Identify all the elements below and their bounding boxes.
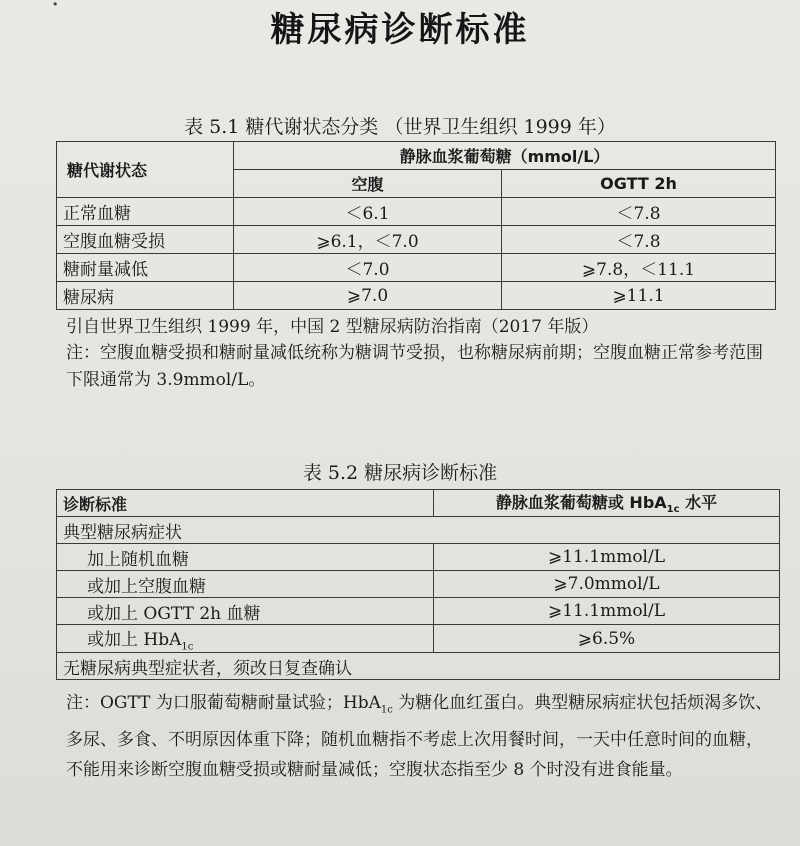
hba-label: 或加上 HbA [87, 630, 182, 650]
header-level-text: 静脉血浆葡萄糖或 HbA [495, 493, 667, 513]
corner-mark: · [52, 0, 59, 15]
table-row [57, 571, 780, 598]
fasting-cell: ⩾6.1，＜7.0 [234, 226, 502, 254]
header-level [434, 490, 780, 517]
table-row [57, 254, 776, 282]
fasting-cell: ＜7.0 [234, 254, 502, 282]
ogtt-cell: ⩾11.1 [502, 282, 776, 310]
header-fasting: 空腹 [234, 170, 502, 198]
table1-source: 引自世界卫生组织 1999 年，中国 2 型糖尿病防治指南（2017 年版） [66, 317, 599, 337]
page-title: 糖尿病诊断标准 [270, 10, 530, 50]
typical-symptoms-row: 典型糖尿病症状 [57, 517, 780, 544]
table2-note-rest: 为糖化血红蛋白。典型糖尿病症状包括烦渴多饮、多尿、多食、不明原因体重下降；随机血糖指不考虑上次用餐时间，一天中任意时间的血糖，不能用来诊断空腹血糖受损或糖耐量减低；空腹状态指至少 8 个时没有进食能量。 [66, 693, 773, 781]
diagnosis-criteria-table [56, 489, 780, 680]
level-cell: ⩾7.0mmol/L [434, 571, 780, 598]
table1-note: 注：空腹血糖受损和糖耐量减低统称为糖调节受损，也称糖尿病前期；空腹血糖正常参考范围下限通常为 3.9mmol/L。 [66, 343, 763, 390]
criteria-cell: 或加上空腹血糖 [57, 571, 434, 598]
table2-note-sub: 1c [380, 704, 393, 716]
fasting-cell: ⩾7.0 [234, 282, 502, 310]
state-cell: 糖尿病 [57, 282, 234, 310]
criteria-cell: 加上随机血糖 [57, 544, 434, 571]
table2-caption: 表 5.2 糖尿病诊断标准 [302, 462, 498, 484]
table2-note-text: 注：OGTT 为口服葡萄糖耐量试验；HbA [66, 693, 381, 713]
table-row [57, 198, 776, 226]
table-row [57, 544, 780, 571]
ogtt-cell: ＜7.8 [502, 226, 776, 254]
criteria-cell: 或加上 OGTT 2h 血糖 [57, 598, 434, 625]
level-cell: ⩾11.1mmol/L [434, 598, 780, 625]
header-state: 糖代谢状态 [57, 142, 234, 198]
criteria-cell [57, 625, 434, 653]
table-row [57, 282, 776, 310]
no-symptom-row: 无糖尿病典型症状者，须改日复查确认 [57, 653, 780, 680]
table-row [57, 598, 780, 625]
state-cell: 空腹血糖受损 [57, 226, 234, 254]
header-venous-glucose: 静脉血浆葡萄糖（mmol/L） [234, 142, 776, 170]
table-row [57, 625, 780, 653]
table1-caption: 表 5.1 糖代谢状态分类 （世界卫生组织 1999 年） [184, 116, 616, 138]
ogtt-cell: ⩾7.8，＜11.1 [502, 254, 776, 282]
table2-note [66, 688, 778, 785]
state-cell: 糖耐量减低 [57, 254, 234, 282]
table-row [57, 226, 776, 254]
level-cell: ⩾6.5% [434, 625, 780, 653]
hba-label-sub: 1c [181, 641, 194, 653]
header-criteria: 诊断标准 [57, 490, 434, 517]
ogtt-cell: ＜7.8 [502, 198, 776, 226]
header-level-sub: 1c [666, 504, 680, 516]
header-ogtt: OGTT 2h [502, 170, 776, 198]
fasting-cell: ＜6.1 [234, 198, 502, 226]
glucose-metabolism-table [56, 141, 776, 310]
level-cell: ⩾11.1mmol/L [434, 544, 780, 571]
state-cell: 正常血糖 [57, 198, 234, 226]
header-level-suffix: 水平 [679, 493, 718, 513]
